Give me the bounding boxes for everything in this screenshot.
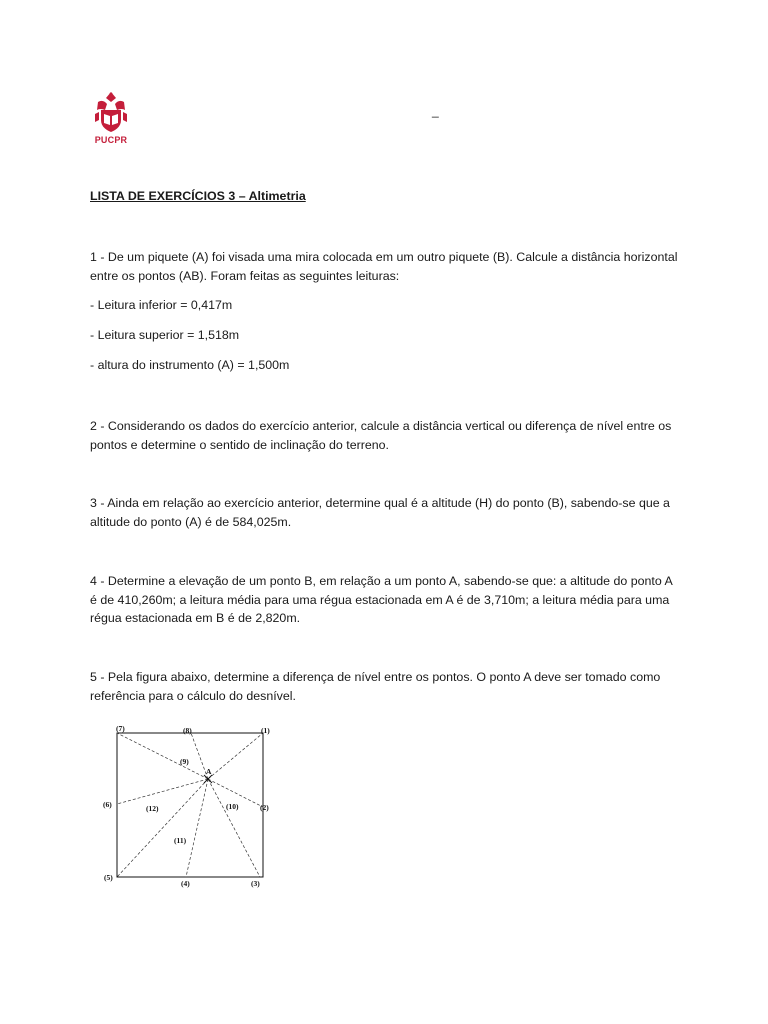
sight-line-7	[117, 733, 208, 779]
label-9: (9)	[180, 757, 189, 766]
sight-line-5	[117, 779, 208, 877]
logo-text: PUCPR	[94, 135, 128, 145]
label-2: (2)	[260, 803, 269, 812]
survey-figure	[100, 721, 280, 891]
sight-line-4	[186, 779, 208, 877]
label-6: (6)	[103, 800, 112, 809]
pucpr-crest-icon	[89, 90, 133, 134]
exercise-5-text: 5 - Pela figura abaixo, determine a diferença de nível entre os pontos. O ponto A deve ser tomado como referência para o cálculo do desnível.	[90, 670, 661, 703]
label-10: (10)	[226, 802, 239, 811]
exercise-1-reading-superior: - Leitura superior = 1,518m	[90, 328, 240, 342]
label-12: (12)	[146, 804, 159, 813]
label-11: (11)	[174, 836, 187, 845]
label-3: (3)	[251, 879, 260, 888]
label-5: (5)	[104, 873, 113, 882]
label-8: (8)	[183, 726, 192, 735]
figure-boundary	[117, 733, 263, 877]
exercise-3-text: 3 - Ainda em relação ao exercício anterior, determine qual é a altitude (H) do ponto (B), sabendo-se que a altitude do ponto (A) é de 584,025m.	[90, 496, 670, 529]
exercise-1-instrument-height: - altura do instrumento (A) = 1,500m	[90, 358, 290, 372]
pucpr-logo	[89, 90, 133, 148]
label-4: (4)	[181, 879, 190, 888]
page-title: LISTA DE EXERCÍCIOS 3 – Altimetria	[90, 189, 306, 203]
station-a-marker	[204, 775, 212, 783]
exercise-4-text: 4 - Determine a elevação de um ponto B, em relação a um ponto A, sabendo-se que: a altitude do ponto A é de 410,260m; a leitura média para uma régua estacionada em A é de 3,710m; a leitura média para uma régua estacionada em B é de 2,820m.	[90, 574, 673, 625]
sight-line-3	[208, 779, 260, 877]
label-7: (7)	[116, 724, 125, 733]
exercise-1-text: 1 - De um piquete (A) foi visada uma mira colocada em um outro piquete (B). Calcule a distância horizontal entre os pontos (AB). Foram feitas as seguintes leituras:	[90, 250, 678, 283]
exercise-1-reading-inferior: - Leitura inferior = 0,417m	[90, 298, 233, 312]
header-dash: _	[432, 104, 439, 118]
sight-line-6	[117, 779, 208, 804]
label-a: A	[206, 767, 212, 776]
sight-line-1	[208, 733, 263, 779]
label-1: (1)	[261, 726, 270, 735]
exercise-2-text: 2 - Considerando os dados do exercício anterior, calcule a distância vertical ou diferença de nível entre os pontos e determine o sentido de inclinação do terreno.	[90, 419, 672, 452]
